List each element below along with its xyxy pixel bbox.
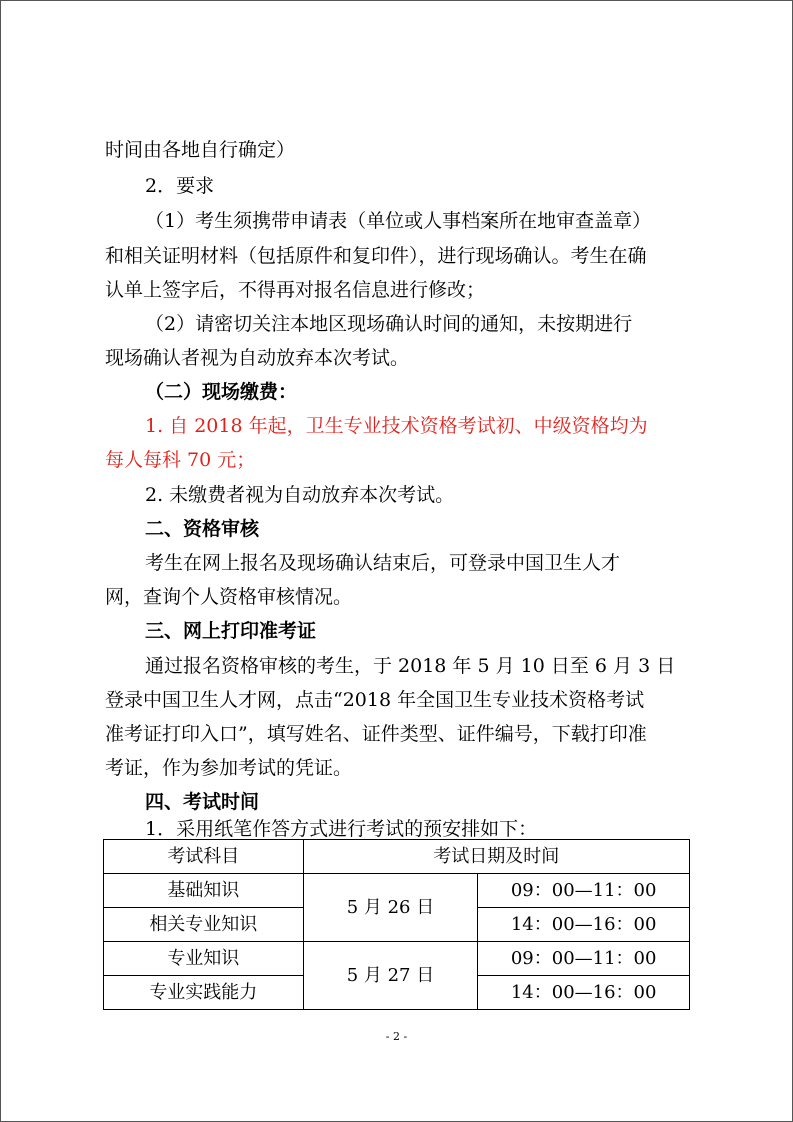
text-line: 网，查询个人资格审核情况。 — [105, 586, 353, 608]
text-line: 登录中国卫生人才网，点击“2018 年全国卫生专业技术资格考试 — [105, 689, 645, 711]
text-line: 考生在网上报名及现场确认结束后，可登录中国卫生人才 — [145, 552, 621, 574]
text-line: （2）请密切关注本地区现场确认时间的通知，未按期进行 — [145, 313, 633, 335]
section-heading: 二、资格审核 — [145, 518, 260, 540]
text-line: 1．采用纸笔作答方式进行考试的预安排如下： — [145, 818, 538, 840]
highlighted-text-line: 每人每科 70 元； — [105, 449, 256, 471]
text-line: 准考证打印入口”，填写姓名、证件类型、证件编号，下载打印准 — [105, 723, 647, 745]
table-row — [104, 874, 690, 908]
section-heading: 四、考试时间 — [145, 791, 260, 813]
text-line: （1）考生须携带申请表（单位或人事档案所在地审查盖章） — [145, 210, 652, 232]
text-line: 时间由各地自行确定） — [105, 139, 296, 161]
text-line: 现场确认者视为自动放弃本次考试。 — [105, 347, 410, 369]
time-cell: 09：00—11：00 — [478, 874, 690, 908]
text-line: 通过报名资格审核的考生，于 2018 年 5 月 10 日至 6 月 3 日 — [145, 655, 676, 677]
text-line: 和相关证明材料（包括原件和复印件），进行现场确认。考生在确 — [105, 245, 647, 267]
text-line: 认单上签字后，不得再对报名信息进行修改； — [105, 279, 486, 301]
table-header-row — [104, 840, 690, 874]
section-heading: （二）现场缴费： — [145, 381, 298, 403]
table-header-cell: 考试科目 — [104, 840, 304, 874]
exam-schedule-table — [103, 839, 690, 1010]
date-cell: 5 月 27 日 — [303, 942, 478, 1010]
date-cell: 5 月 26 日 — [303, 874, 478, 942]
section-heading: 三、网上打印准考证 — [145, 620, 317, 642]
highlighted-text-line: 1. 自 2018 年起，卫生专业技术资格考试初、中级资格均为 — [145, 415, 648, 437]
subject-cell: 专业知识 — [104, 942, 304, 976]
table-row — [104, 942, 690, 976]
subject-cell: 专业实践能力 — [104, 976, 304, 1010]
subject-cell: 基础知识 — [104, 874, 304, 908]
time-cell: 14：00—16：00 — [478, 908, 690, 942]
text-line: 考证，作为参加考试的凭证。 — [105, 757, 353, 779]
table-header-cell: 考试日期及时间 — [303, 840, 689, 874]
text-line: 2. 未缴费者视为自动放弃本次考试。 — [145, 484, 455, 506]
page-number: - 2 - — [385, 1030, 408, 1043]
time-cell: 14：00—16：00 — [478, 976, 690, 1010]
time-cell: 09：00—11：00 — [478, 942, 690, 976]
section-subheading: 2．要求 — [145, 175, 215, 197]
subject-cell: 相关专业知识 — [104, 908, 304, 942]
